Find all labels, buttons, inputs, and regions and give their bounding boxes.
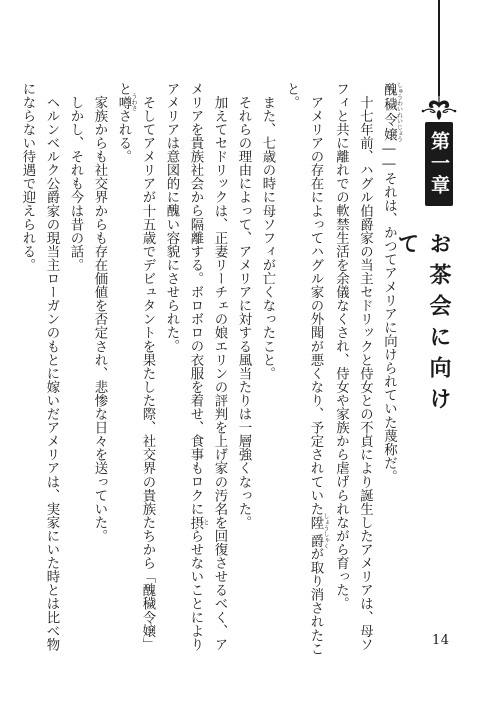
paragraph-3: アメリアの存在によってハグル家の外聞が悪くなり、予定されていた陞爵 しょうしゃくが取り消されたこと。 xyxy=(284,82,329,656)
paragraph-4: また、七歳の時に母ソフィが亡くなったこと。 xyxy=(260,95,275,381)
chapter-rule-line xyxy=(438,0,440,96)
paragraph-10: ヘルンベルク公爵家の現当主ローガンのもとに嫁いだアメリアは、実家にいた時とは比べ物にならない待遇で迎えられる。 xyxy=(20,82,59,652)
chapter-title: お茶会に向けて xyxy=(394,232,452,418)
body-text xyxy=(20,82,403,657)
paragraph-8: 家族からも社交界からも存在価値を否定され、悲惨な日々を送っていた。 xyxy=(92,95,107,543)
paragraph-2: 十七年前、ハグル伯爵家の当主セドリックと侍女との不貞により誕生したアメリアは、母ソフィと共に離れでの軟禁生活を余儀なくされ、侍女や家族から虐げられながら育った。 xyxy=(333,82,373,652)
paragraph-6: 加えてセドリックは、正妻リーチェの娘エリンの評判を上げ家の汚名を回復させるべく、アメリアを貴族社会から隔離する。ボロボロの衣服を着せ、食事もロクに摂 とらせないことによりアメリアは意図的に醜い容貌にさせられた。 xyxy=(164,82,227,652)
paragraph-7: そしてアメリアが十五歳でデビュタントを果たした際、社交界の貴族たちから「醜穢令嬢」と噂 うわさされる。 xyxy=(116,82,155,652)
paragraph-1: 醜穢令嬢 しゅうわいれいじょう――それは、かつてアメリアに向けられていた蔑称だ。 xyxy=(381,82,403,484)
paragraph-9: しかし、それも今は昔の話。 xyxy=(68,95,83,272)
fleuron-ornament-icon xyxy=(420,94,458,124)
page-number: 14 xyxy=(432,633,450,648)
paragraph-5: それらの理由によって、アメリアに対する風当たりは一層強くなった。 xyxy=(236,95,251,530)
chapter-number-label: 第一章 xyxy=(428,131,450,197)
